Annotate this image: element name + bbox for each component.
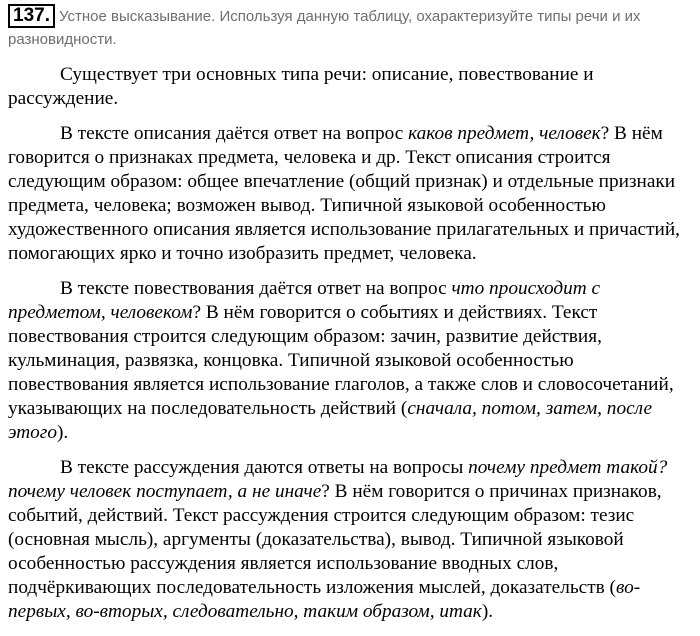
- paragraph-description: [8, 122, 694, 266]
- paragraph-intro-text: Существует три основных типа речи: описание, повествование и рассуждение.: [8, 64, 594, 109]
- reasoning-text-1: В тексте рассуждения даются ответы на вопросы: [60, 457, 469, 478]
- paragraph-narration: [8, 277, 694, 445]
- narration-examples: сначала, потом, затем, после этого: [8, 398, 653, 443]
- paragraph-reasoning: [8, 456, 694, 624]
- paragraph-intro: [8, 63, 694, 111]
- reasoning-text-3: ).: [481, 601, 494, 622]
- textbook-page: [8, 4, 694, 635]
- narration-text-1: В тексте повествования даётся ответ на вопрос: [60, 278, 452, 299]
- reasoning-text-2: ? В нём говорится о причинах признаков, событий, действий. Текст рассуждения строится следующим образом: тезис (основная мысль), аргументы (доказательства), вывод. Типичной языковой особенностью рассуждения является использование вводных слов, подчёркивающих последовательность изложения мыслей, доказательств (: [8, 481, 662, 598]
- exercise-number: 137.: [8, 4, 55, 28]
- reasoning-examples: во-первых, во-вторых, следовательно, таким образом, итак: [8, 577, 641, 622]
- description-text-1: В тексте описания даётся ответ на вопрос: [60, 123, 409, 144]
- description-question: каков предмет, человек: [408, 123, 601, 144]
- exercise-task: [8, 4, 694, 51]
- exercise-instruction: Устное высказывание. Используя данную таблицу, охарактеризуйте типы речи и их разновидности.: [8, 8, 641, 48]
- narration-text-2: ? В нём говорится о событиях и действиях. Текст повествования строится следующим образом: зачин, развитие действия, кульминация, развязка, концовка. Типичной языковой особенностью повествования является использование глаголов, а также слов и словосочетаний, указывающих на последовательность действий (: [8, 302, 674, 419]
- reasoning-question: почему предмет такой? почему человек поступает, а не иначе: [8, 457, 668, 502]
- description-text-2: ? В нём говорится о признаках предмета, человека и др. Текст описания строится следующим образом: общее впечатление (общий признак) и отдельные признаки предмета, человека; возможен вывод. Типичной языковой особенностью художественного описания является использование прилагательных и причастий, помогающих ярко и точно изобразить предмет, человека.: [8, 123, 680, 264]
- narration-question: что происходит с предметом, человеком: [8, 278, 601, 323]
- narration-text-3: ).: [56, 422, 69, 443]
